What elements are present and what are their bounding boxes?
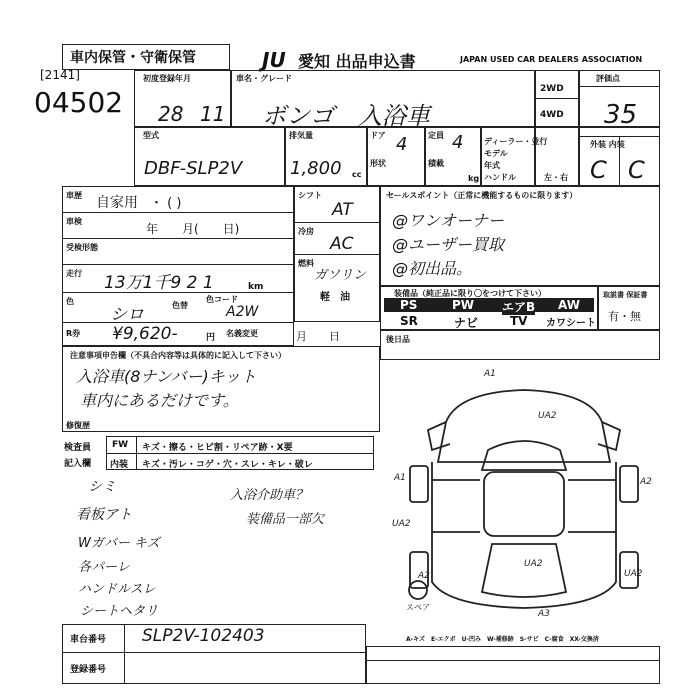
doors-value: 4	[396, 134, 408, 155]
mark-ua2-left: UA2	[392, 519, 411, 529]
assoc-english: JAPAN USED CAR DEALERS ASSOCIATION	[460, 55, 643, 64]
ref-code: [2141]	[40, 68, 80, 82]
fw-label: FW	[112, 440, 129, 450]
ac-value: AC	[330, 234, 354, 254]
mileage-label: 走行	[66, 269, 82, 278]
mark-a1-front: A1	[484, 369, 496, 379]
eq-ps: PS	[400, 298, 418, 312]
drive-4wd-label: 4WD	[540, 110, 564, 120]
model-value: DBF-SLP2V	[144, 158, 243, 179]
doors-label: ドア	[370, 131, 386, 140]
first-reg-month: 11	[200, 102, 226, 126]
repair-history-label: 修復歴	[66, 421, 90, 430]
shift-value: AT	[332, 200, 353, 220]
drive-2wd-label: 2WD	[540, 84, 564, 94]
mark-ua2-center: UA2	[524, 559, 543, 569]
shape-label: 形状	[370, 159, 386, 168]
damage-legend: A-キズ E-エクボ U-凹み W-補修跡 S-サビ C-腐食 XX-交換済	[406, 636, 599, 643]
manual-yes-no: 有・無	[608, 310, 641, 323]
chassis-no-label: 車台番号	[70, 635, 107, 645]
first-reg-label: 初度登録年月	[143, 74, 191, 83]
entry-label: 記入欄	[64, 459, 92, 469]
yen-unit: 円	[206, 333, 216, 343]
eq-aw: AW	[558, 298, 580, 312]
inspection-ymd: 年 月( 日)	[146, 222, 240, 236]
light-oil-label: 軽 油	[320, 292, 350, 303]
color-no-label: 色替	[172, 301, 188, 310]
inspect-note-1: シミ	[88, 479, 116, 495]
mark-a2-rear-left: A2	[418, 571, 430, 581]
cc-unit: cc	[352, 170, 362, 179]
model-label: 型式	[143, 131, 159, 140]
fuel-label: 燃料	[298, 259, 314, 268]
displacement-value: 1,800	[290, 158, 342, 179]
ju-logo: JU	[262, 48, 286, 72]
shift-label: シフト	[298, 191, 322, 200]
name-change-label: 名義変更	[226, 329, 258, 338]
owner-manual-label: 取説書 保証書	[603, 291, 648, 299]
reg-no-label: 登録番号	[70, 665, 107, 675]
color-code-label: 色コード	[206, 295, 238, 304]
name-change-md: 月 日	[296, 330, 340, 343]
grade-value: 35	[604, 100, 638, 130]
first-reg-year: 28	[158, 102, 184, 126]
eq-kawa: カワシート	[546, 318, 596, 329]
fw-options: キズ・擦る・ヒビ割・リペア跡・X要	[142, 443, 293, 453]
inspect-note-5: ハンドルスレ	[78, 582, 156, 597]
lr-label: 左・右	[544, 173, 568, 182]
eq-tv: TV	[510, 314, 528, 328]
eq-navi: ナビ	[454, 316, 479, 330]
remarks-label: 後日品	[386, 335, 410, 344]
inspect-note-2: 看板アト	[76, 507, 132, 523]
eq-ab: エアB	[502, 300, 536, 314]
r-ticket-value: ¥9,620-	[112, 324, 178, 344]
inspect-note-4: 各パーレ	[78, 560, 130, 575]
reg-type-label: 車歴	[66, 191, 82, 200]
mark-ua2-top: UA2	[538, 411, 557, 421]
inspection-label: 車検	[66, 217, 82, 226]
inspector-label: 検査員	[64, 443, 92, 453]
spare-label: スペア	[406, 603, 430, 612]
interior-options: キズ・汚レ・コゲ・穴・スレ・キレ・破レ	[142, 460, 313, 470]
sales-point-2: @ユーザー買取	[392, 235, 505, 254]
km-unit: km	[248, 282, 264, 292]
sales-point-3: @初出品。	[392, 259, 473, 278]
reg-type-options: ・ ( )	[150, 196, 182, 211]
note-line-1: 入浴車(8ナンバー)キット	[76, 367, 257, 386]
assoc-title: 愛知 出品申込書	[298, 52, 416, 71]
sales-points-label: セールスポイント（正常に機能するものに限ります）	[386, 191, 578, 200]
inspect-note-7: 入浴介助車？	[230, 488, 309, 503]
grade-points-label: 評価点	[596, 74, 620, 83]
ext-int-label: 外装 内装	[590, 140, 625, 149]
int-grade-value: C	[628, 156, 645, 184]
dealer-import-label: ディーラー・並行	[484, 137, 548, 146]
mark-a3: A3	[538, 609, 550, 619]
note-line-2: 車内にあるだけです。	[80, 391, 239, 410]
mark-ua2-rear-right: UA2	[624, 569, 643, 579]
interior-label: 内装	[110, 460, 129, 470]
r-ticket-label: R券	[66, 329, 81, 338]
equipment-label: 装備品（純正品に限り〇をつけて下さい）	[394, 289, 546, 298]
ac-label: 冷房	[298, 227, 314, 236]
notes-header: 注意事項申告欄（不具合内容等は具体的に記入して下さい）	[70, 351, 286, 360]
remarks-box	[380, 330, 660, 360]
inspect-note-6: シートヘタリ	[80, 604, 159, 619]
eq-sr: SR	[400, 314, 418, 328]
inspect-note-3: Wガバー キズ	[78, 536, 160, 551]
storage-label: 車内保管・守衛保管	[70, 50, 196, 66]
displacement-label: 排気量	[289, 131, 313, 140]
model-year-label: モデル	[484, 149, 508, 158]
recycle-label: 受検形態	[66, 243, 98, 252]
capacity-label: 定員	[428, 131, 444, 140]
year-label: 年式	[484, 161, 500, 170]
reg-type-value: 自家用	[96, 195, 138, 211]
inspect-note-8: 装備品一部欠	[246, 512, 325, 527]
eq-pw: PW	[452, 298, 475, 312]
bottom-right-box	[366, 646, 660, 684]
mark-a2-right: A2	[640, 477, 652, 487]
color-label: 色	[66, 297, 74, 306]
capacity-value: 4	[452, 132, 464, 153]
car-damage-diagram	[388, 362, 660, 620]
mileage-value: 13万1千9 2 1	[104, 273, 214, 293]
color-value: シロ	[110, 305, 144, 325]
kg-unit: kg	[468, 174, 480, 183]
fuel-value: ガソリン	[314, 268, 367, 283]
sales-point-1: @ワンオーナー	[392, 211, 505, 230]
color-code-value: A2W	[226, 304, 259, 320]
load-label: 積載	[428, 159, 444, 168]
ext-grade-value: C	[590, 156, 607, 184]
chassis-no-value: SLP2V-102403	[142, 626, 265, 646]
handle-label: ハンドル	[484, 173, 516, 182]
car-name-value: ボンゴ 入浴車	[262, 102, 430, 130]
lot-number: 04502	[34, 86, 124, 119]
mark-a1-left: A1	[394, 473, 406, 483]
car-name-label: 車名・グレード	[236, 74, 292, 83]
